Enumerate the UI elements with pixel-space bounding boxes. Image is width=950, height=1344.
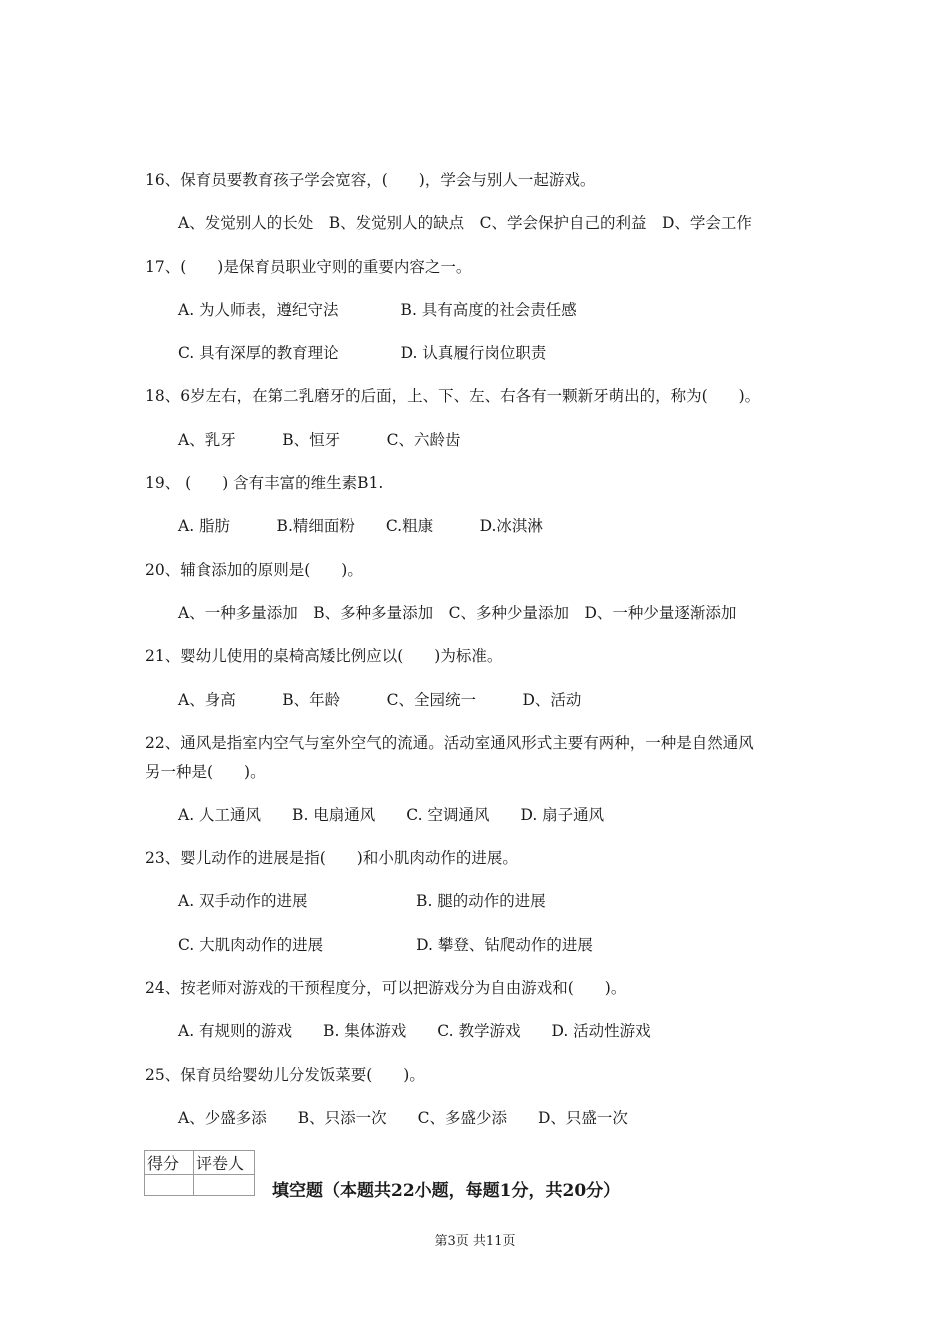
question-25-stem: 25、保育员给婴幼儿分发饭菜要( )。 (145, 1066, 425, 1084)
question-24-options: A. 有规则的游戏 B. 集体游戏 C. 教学游戏 D. 活动性游戏 (178, 1022, 651, 1040)
question-25-options: A、少盛多添 B、只添一次 C、多盛少添 D、只盛一次 (178, 1109, 628, 1127)
question-23-stem: 23、婴儿动作的进展是指( )和小肌肉动作的进展。 (145, 849, 518, 867)
score-label: 得分 (145, 1151, 194, 1175)
question-19-stem: 19、 ( ) 含有丰富的维生素B1. (145, 474, 384, 492)
question-18-options: A、乳牙 B、恒牙 C、六龄齿 (178, 431, 461, 449)
question-23-options-row1: A. 双手动作的进展 B. 腿的动作的进展 (178, 892, 546, 910)
question-23-options-row2: C. 大肌肉动作的进展 D. 攀登、钻爬动作的进展 (178, 936, 593, 954)
question-22-stem-continued: 另一种是( )。 (145, 763, 266, 781)
question-20-stem: 20、辅食添加的原则是( )。 (145, 561, 363, 579)
question-17-options-row1: A. 为人师表，遵纪守法 B. 具有高度的社会责任感 (178, 301, 577, 319)
question-18-stem: 18、6岁左右，在第二乳磨牙的后面，上、下、左、右各有一颗新牙萌出的，称为( )。 (145, 387, 761, 405)
grader-label: 评卷人 (194, 1151, 255, 1175)
question-21-stem: 21、婴幼儿使用的桌椅高矮比例应以( )为标准。 (145, 647, 503, 665)
question-21-options: A、身高 B、年龄 C、全园统一 D、活动 (178, 691, 582, 709)
question-16-options: A、发觉别人的长处 B、发觉别人的缺点 C、学会保护自己的利益 D、学会工作 (178, 214, 752, 232)
question-17-options-row2: C. 具有深厚的教育理论 D. 认真履行岗位职责 (178, 344, 547, 362)
question-22-options: A. 人工通风 B. 电扇通风 C. 空调通风 D. 扇子通风 (178, 806, 605, 824)
question-17-stem: 17、( )是保育员职业守则的重要内容之一。 (145, 258, 472, 276)
question-20-options: A、一种多量添加 B、多种多量添加 C、多种少量添加 D、一种少量逐渐添加 (178, 604, 737, 622)
section-title: 填空题（本题共22小题，每题1分，共20分） (272, 1181, 621, 1201)
grader-cell (194, 1175, 255, 1196)
question-16-stem: 16、保育员要教育孩子学会宽容，( )，学会与别人一起游戏。 (145, 171, 596, 189)
question-22-stem: 22、通风是指室内空气与室外空气的流通。活动室通风形式主要有两种，一种是自然通风 (145, 734, 754, 752)
question-19-options: A. 脂肪 B.精细面粉 C.粗康 D.冰淇淋 (178, 517, 543, 535)
page-footer: 第3页 共11页 (434, 1234, 516, 1249)
question-24-stem: 24、按老师对游戏的干预程度分，可以把游戏分为自由游戏和( )。 (145, 979, 627, 997)
score-table (144, 1150, 255, 1196)
score-cell (145, 1175, 194, 1196)
